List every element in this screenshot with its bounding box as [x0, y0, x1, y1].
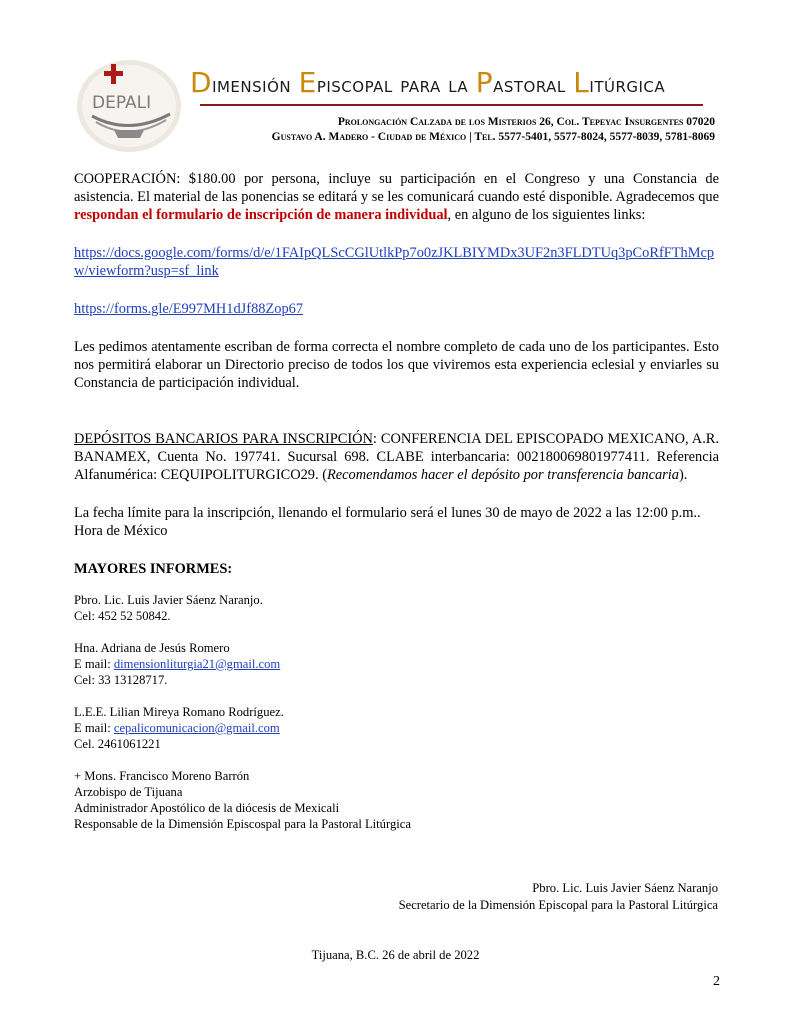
depositos-paragraph	[74, 430, 719, 484]
depositos-italic: Recomendamos hacer el depósito por transferencia bancaria	[326, 467, 679, 483]
contact-1	[74, 592, 719, 624]
page-number: 2	[713, 974, 720, 989]
form-link-long[interactable]: https://docs.google.com/forms/d/e/1FAIpQLScCGlUtlkPp7o0zJKLBIYMDx3UF2n3FLDTUq3pCoRfFThMcpw/viewform?usp=sf_link	[74, 245, 715, 279]
address-line-1: Prolongación Calzada de los Misterios 26, Col. Tepeyac Insurgentes 07020	[337, 116, 715, 128]
contact-3	[74, 704, 719, 752]
form-link-long-paragraph	[74, 244, 719, 280]
contact-2-email-link[interactable]: dimensionliturgia21@gmail.com	[113, 657, 281, 671]
fecha-limite-paragraph: La fecha límite para la inscripción, llenando el formulario será el lunes 30 de mayo de 2022 a las 12:00 p.m.. Hora de México	[74, 505, 701, 539]
directorio-paragraph: Les pedimos atentamente escriban de forma correcta el nombre completo de cada uno de los participantes. Esto nos permitirá elaborar un Directorio preciso de todos los que viviremos esta experiencia eclesial y enviarles su Constancia de participación individual.	[74, 339, 719, 391]
contact-3-email-line	[74, 720, 719, 736]
secretary-title: Secretario de la Dimensión Episcopal para la Pastoral Litúrgica	[398, 898, 718, 912]
signer-title-2: Administrador Apostólico de la diócesis de Mexicali	[74, 801, 340, 815]
form-link-short-paragraph	[74, 300, 719, 318]
contact-3-name: L.E.E. Lilian Mireya Romano Rodríguez.	[74, 705, 284, 719]
contact-1-phone: Cel: 452 52 50842.	[74, 609, 171, 623]
contact-2-phone: Cel: 33 13128717.	[74, 673, 168, 687]
depositos-text: : CONFERENCIA DEL EPISCOPADO MEXICANO, A.R. BANAMEX, Cuenta No. 197741. Sucursal 698. CLABE interbancaria: 002180069801977411. Referencia Alfanumérica: CEQUIPOLITURGICO29. (	[74, 431, 719, 483]
signer-title-1: Arzobispo de Tijuana	[74, 785, 183, 799]
secretary-block	[300, 880, 718, 914]
contact-3-email-link[interactable]: cepalicomunicacion@gmail.com	[113, 721, 280, 735]
contact-3-phone: Cel. 2461061221	[74, 737, 161, 751]
contact-2-email-label: E mail:	[74, 657, 114, 671]
depositos-close: ).	[678, 467, 688, 483]
contact-1-name: Pbro. Lic. Luis Javier Sáenz Naranjo.	[74, 593, 263, 607]
depali-logo	[74, 54, 184, 154]
header-rule	[200, 104, 703, 106]
address-line-2: Gustavo A. Madero - Ciudad de México | Tel. 5577-5401, 5577-8024, 5577-8039, 5781-8069	[271, 131, 715, 143]
depositos-label: DEPÓSITOS BANCARIOS PARA INSCRIPCIÓN	[74, 431, 373, 447]
signer-title-3: Responsable de la Dimensión Episcospal para la Pastoral Litúrgica	[74, 817, 411, 831]
signer-block	[74, 768, 719, 832]
cooperacion-outro: , en alguno de los siguientes links:	[447, 207, 646, 223]
header-address	[190, 115, 715, 145]
contact-2	[74, 640, 719, 688]
contact-2-name: Hna. Adriana de Jesús Romero	[74, 641, 230, 655]
place-date: Tijuana, B.C. 26 de abril de 2022	[311, 948, 480, 962]
document-body	[74, 170, 719, 832]
contact-3-email-label: E mail:	[74, 721, 114, 735]
svg-text:DEPALI: DEPALI	[92, 93, 152, 113]
contact-2-email-line	[74, 656, 719, 672]
informes-title: MAYORES INFORMES:	[74, 561, 233, 577]
signer-name: + Mons. Francisco Moreno Barrón	[74, 769, 250, 783]
form-link-short[interactable]: https://forms.gle/E997MH1dJf88Zop67	[74, 301, 304, 317]
secretary-name: Pbro. Lic. Luis Javier Sáenz Naranjo	[532, 881, 718, 895]
organization-title	[190, 66, 730, 100]
organization-title-text: Dimensión Episcopal para la Pastoral Litúrgica	[190, 66, 666, 99]
cooperacion-paragraph	[74, 170, 719, 224]
cooperacion-intro: COOPERACIÓN: $180.00 por persona, incluye su participación en el Congreso y una Constancia de asistencia. El material de las ponencias se editará y se les comunicará cuando esté disponible. Agradecemos que	[74, 171, 719, 205]
cooperacion-emphasis: respondan el formulario de inscripción de manera individual	[74, 207, 448, 223]
